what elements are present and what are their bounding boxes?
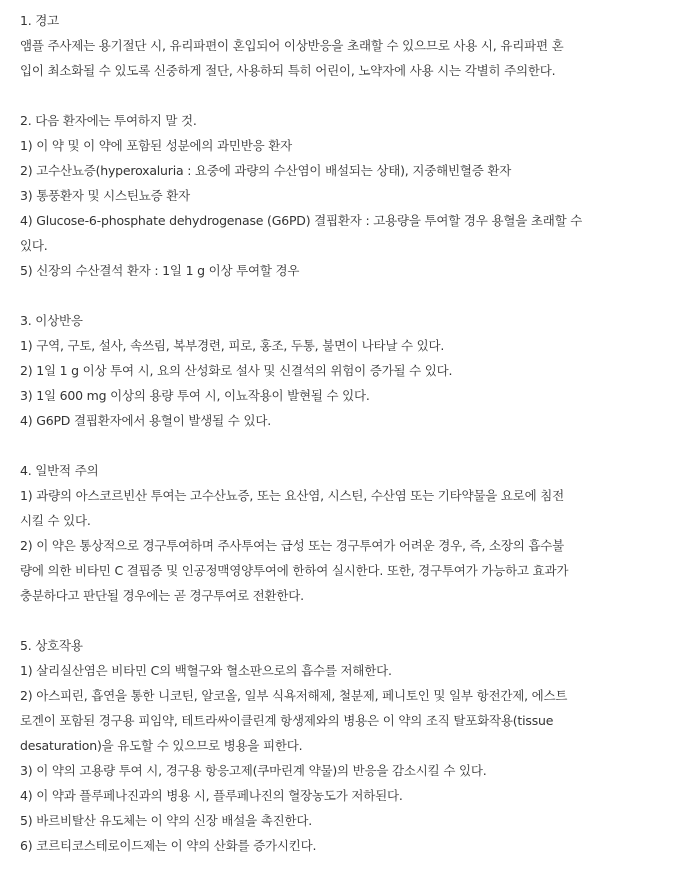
section-heading: 2. 다음 환자에는 투여하지 말 것. [20,113,197,128]
text-line: 1) 살리실산염은 비타민 C의 백혈구와 혈소판으로의 흡수를 저해한다. [20,663,392,678]
text-line: 입이 최소화될 수 있도록 신중하게 절단, 사용하되 특히 어린이, 노약자에 사용 시는 각별히 주의한다. [20,63,556,78]
text-line: 3) 통풍환자 및 시스틴뇨증 환자 [20,188,191,203]
text-line: 1) 과량의 아스코르빈산 투여는 고수산뇨증, 또는 요산염, 시스틴, 수산염 또는 기타약물을 요로에 침전 [20,488,565,503]
text-line: 량에 의한 비타민 C 결핍증 및 인공정맥영양투여에 한하여 실시한다. 또한, 경구투여가 가능하고 효과가 [20,563,569,578]
section-heading: 1. 경고 [20,13,60,28]
text-line: 2) 1일 1 g 이상 투여 시, 요의 산성화로 설사 및 신결석의 위험이 증가될 수 있다. [20,363,453,378]
text-line: 2) 고수산뇨증(hyperoxaluria : 요중에 과량의 수산염이 배설되는 상태), 지중해빈혈증 환자 [20,163,512,178]
text-line: 4) G6PD 결핍환자에서 용혈이 발생될 수 있다. [20,413,271,428]
section-contraindications [20,108,681,283]
text-line: desaturation)을 유도할 수 있으므로 병용을 피한다. [20,738,303,753]
text-line: 2) 아스피린, 흡연을 통한 니코틴, 알코올, 일부 식욕저해제, 철분제, 페니토인 및 일부 항전간제, 에스트 [20,688,568,703]
text-line: 4) Glucose-6-phosphate dehydrogenase (G6PD) 결핍환자 : 고용량을 투여할 경우 용혈을 초래할 수 [20,213,583,228]
text-line: 3) 이 약의 고용량 투여 시, 경구용 항응고제(쿠마린계 약물)의 반응을 감소시킬 수 있다. [20,763,487,778]
text-line: 시킬 수 있다. [20,513,91,528]
section-warning [20,8,681,83]
text-line: 1) 구역, 구토, 설사, 속쓰림, 복부경련, 피로, 홍조, 두통, 불면이 나타날 수 있다. [20,338,445,353]
section-adverse-reactions [20,308,681,433]
text-line: 6) 코르티코스테로이드제는 이 약의 산화를 증가시킨다. [20,838,317,853]
text-line: 있다. [20,238,48,253]
text-line: 2) 이 약은 통상적으로 경구투여하며 주사투여는 급성 또는 경구투여가 어려운 경우, 즉, 소장의 흡수불 [20,538,565,553]
section-interactions [20,633,681,858]
section-heading: 4. 일반적 주의 [20,463,99,478]
text-line: 앰플 주사제는 용기절단 시, 유리파편이 혼입되어 이상반응을 초래할 수 있으므로 사용 시, 유리파편 혼 [20,38,564,53]
text-line: 로겐이 포함된 경구용 피임약, 테트라싸이클린계 항생제와의 병용은 이 약의 조직 탈포화작용(tissue [20,713,554,728]
text-line: 5) 신장의 수산결석 환자 : 1일 1 g 이상 투여할 경우 [20,263,300,278]
section-general-precautions [20,458,681,608]
text-line: 충분하다고 판단될 경우에는 곧 경구투여로 전환한다. [20,588,304,603]
section-heading: 3. 이상반응 [20,313,83,328]
text-line: 3) 1일 600 mg 이상의 용량 투여 시, 이뇨작용이 발현될 수 있다. [20,388,370,403]
text-line: 1) 이 약 및 이 약에 포함된 성분에의 과민반응 환자 [20,138,293,153]
text-line: 4) 이 약과 플루페나진과의 병용 시, 플루페나진의 혈장농도가 저하된다. [20,788,403,803]
text-line: 5) 바르비탈산 유도체는 이 약의 신장 배설을 촉진한다. [20,813,312,828]
section-heading: 5. 상호작용 [20,638,83,653]
